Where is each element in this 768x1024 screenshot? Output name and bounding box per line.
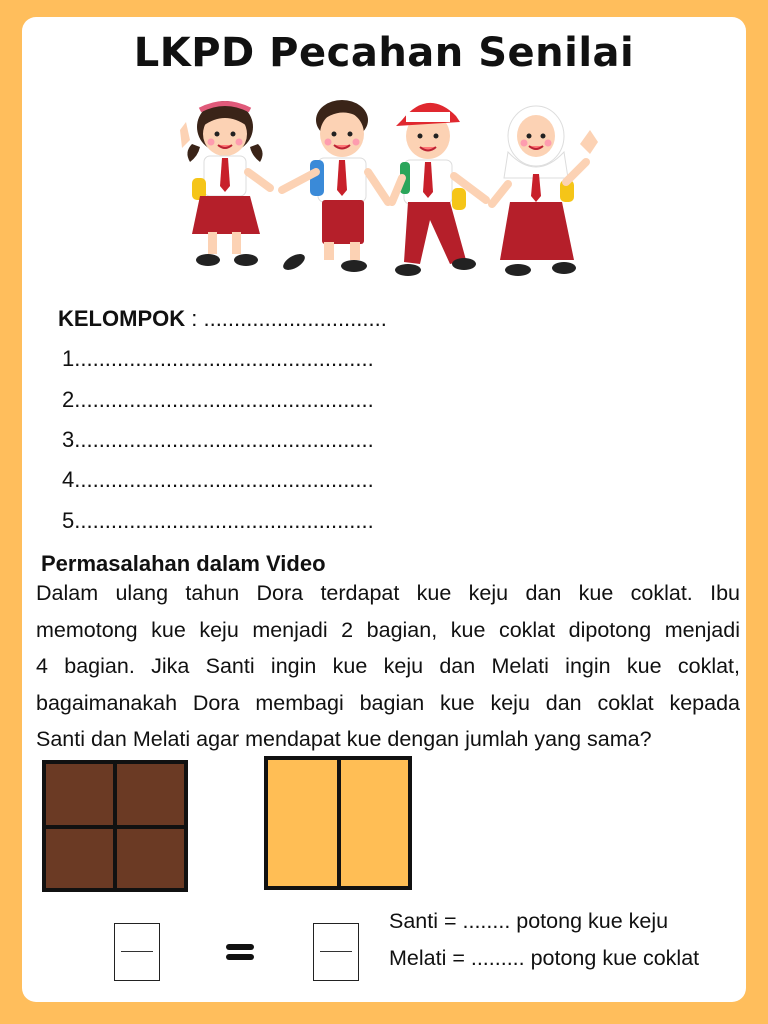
group-label: KELOMPOK bbox=[58, 306, 186, 331]
fraction-input-right[interactable] bbox=[313, 923, 359, 981]
problem-paragraph bbox=[36, 575, 740, 758]
member-blank: ................................................ bbox=[80, 346, 374, 371]
member-blank: ................................................ bbox=[80, 387, 374, 412]
santi-answer-line[interactable]: Santi = ........ potong kue keju bbox=[389, 909, 669, 933]
student-boy-1-figure bbox=[281, 100, 388, 273]
member-row[interactable] bbox=[62, 387, 374, 413]
page-title: LKPD Pecahan Senilai bbox=[133, 30, 635, 76]
problem-line: memotong kue keju menjadi 2 bagian, kue coklat dipotong menjadi bbox=[36, 617, 740, 642]
student-boy-2-figure bbox=[392, 103, 486, 276]
member-row[interactable] bbox=[62, 427, 374, 453]
member-number: 2. bbox=[62, 387, 81, 412]
member-blank: ................................................ bbox=[80, 467, 374, 492]
member-number: 1. bbox=[62, 346, 81, 371]
student-girl-2-figure bbox=[492, 106, 598, 276]
problem-line: bagaimanakah Dora membagi bagian kue keju dan coklat kepada bbox=[36, 690, 740, 715]
group-separator: : bbox=[185, 306, 204, 331]
member-blank: ................................................ bbox=[80, 427, 374, 452]
member-row[interactable] bbox=[62, 467, 374, 493]
member-row[interactable] bbox=[62, 508, 374, 534]
member-number: 4. bbox=[62, 467, 81, 492]
students-illustration bbox=[170, 92, 600, 287]
problem-heading: Permasalahan dalam Video bbox=[41, 551, 326, 576]
member-row[interactable] bbox=[62, 346, 374, 372]
member-number: 5. bbox=[62, 508, 81, 533]
problem-line: Dalam ulang tahun Dora terdapat kue keju dan kue coklat. Ibu bbox=[36, 581, 740, 605]
student-girl-1-figure bbox=[180, 101, 270, 266]
group-blank: .............................. bbox=[203, 306, 387, 331]
melati-answer-line[interactable]: Melati = ......... potong kue coklat bbox=[389, 946, 700, 970]
problem-line: 4 bagian. Jika Santi ingin kue keju dan Melati ingin kue coklat, bbox=[36, 654, 740, 678]
chocolate-cake-quarters bbox=[42, 760, 188, 892]
equals-sign bbox=[226, 944, 254, 960]
fraction-input-left[interactable] bbox=[114, 923, 160, 981]
group-field[interactable] bbox=[58, 306, 387, 332]
cheese-cake-halves bbox=[264, 756, 412, 890]
member-blank: ................................................ bbox=[80, 508, 374, 533]
problem-line: Santi dan Melati agar mendapat kue dengan jumlah yang sama? bbox=[36, 727, 652, 751]
fraction-bar bbox=[121, 951, 153, 952]
fraction-bar bbox=[320, 951, 352, 952]
member-number: 3. bbox=[62, 427, 81, 452]
